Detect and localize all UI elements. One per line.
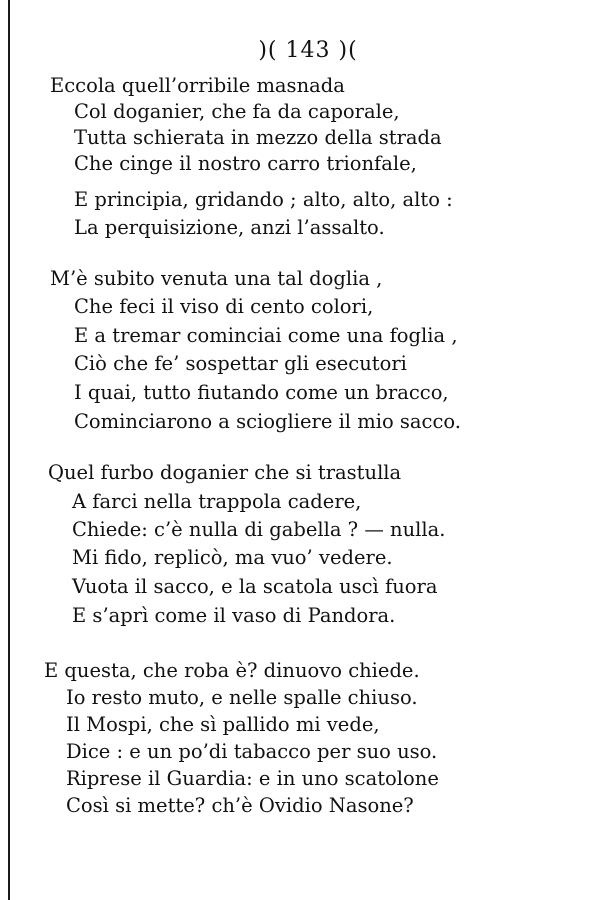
verse-line: E a tremar cominciai come una foglia ,: [74, 324, 458, 347]
verse-line: Eccola quell’orribile masnada: [50, 74, 345, 97]
verse-line: Riprese il Guardia: e in uno scatolone: [66, 767, 439, 790]
verse-line: Chiede: c’è nulla di gabella ? — nulla.: [72, 518, 446, 541]
verse-line: Mi fido, replicò, ma vuo’ vedere.: [72, 546, 393, 569]
verse-line: I quai, tutto fiutando come un bracco,: [74, 381, 449, 404]
verse-line: Io resto muto, e nelle spalle chiuso.: [66, 686, 418, 709]
verse-line: Dice : e un po’di tabacco per suo uso.: [66, 740, 438, 763]
verse-line: A farci nella trappola cadere,: [72, 490, 362, 513]
verse-line: E s’aprì come il vaso di Pandora.: [72, 604, 396, 627]
verse-line: La perquisizione, anzi l’assalto.: [74, 216, 385, 239]
verse-line: Col doganier, che fa da caporale,: [74, 100, 400, 123]
verse-line: Che cinge il nostro carro trionfale,: [74, 152, 417, 175]
verse-line: Vuota il sacco, e la scatola uscì fuora: [72, 575, 438, 598]
verse-line: Quel furbo doganier che si trastulla: [48, 461, 402, 484]
verse-line: E principia, gridando ; alto, alto, alto :: [74, 188, 453, 211]
verse-line: Il Mospi, che sì pallido mi vede,: [66, 713, 380, 736]
page-edge-line: [8, 0, 10, 900]
verse-line: E questa, che roba è? dinuovo chiede.: [44, 659, 420, 682]
verse-line: Ciò che fe’ sospettar gli esecutori: [74, 352, 407, 375]
verse-line: Cominciarono a sciogliere il mio sacco.: [74, 410, 461, 433]
verse-line: Che feci il viso di cento colori,: [74, 295, 374, 318]
page-number: )( 143 )(: [258, 38, 358, 63]
verse-line: Così si mette? ch’è Ovidio Nasone?: [66, 794, 414, 817]
verse-line: Tutta schierata in mezzo della strada: [74, 126, 442, 149]
verse-line: M’è subito venuta una tal doglia ,: [50, 267, 383, 290]
